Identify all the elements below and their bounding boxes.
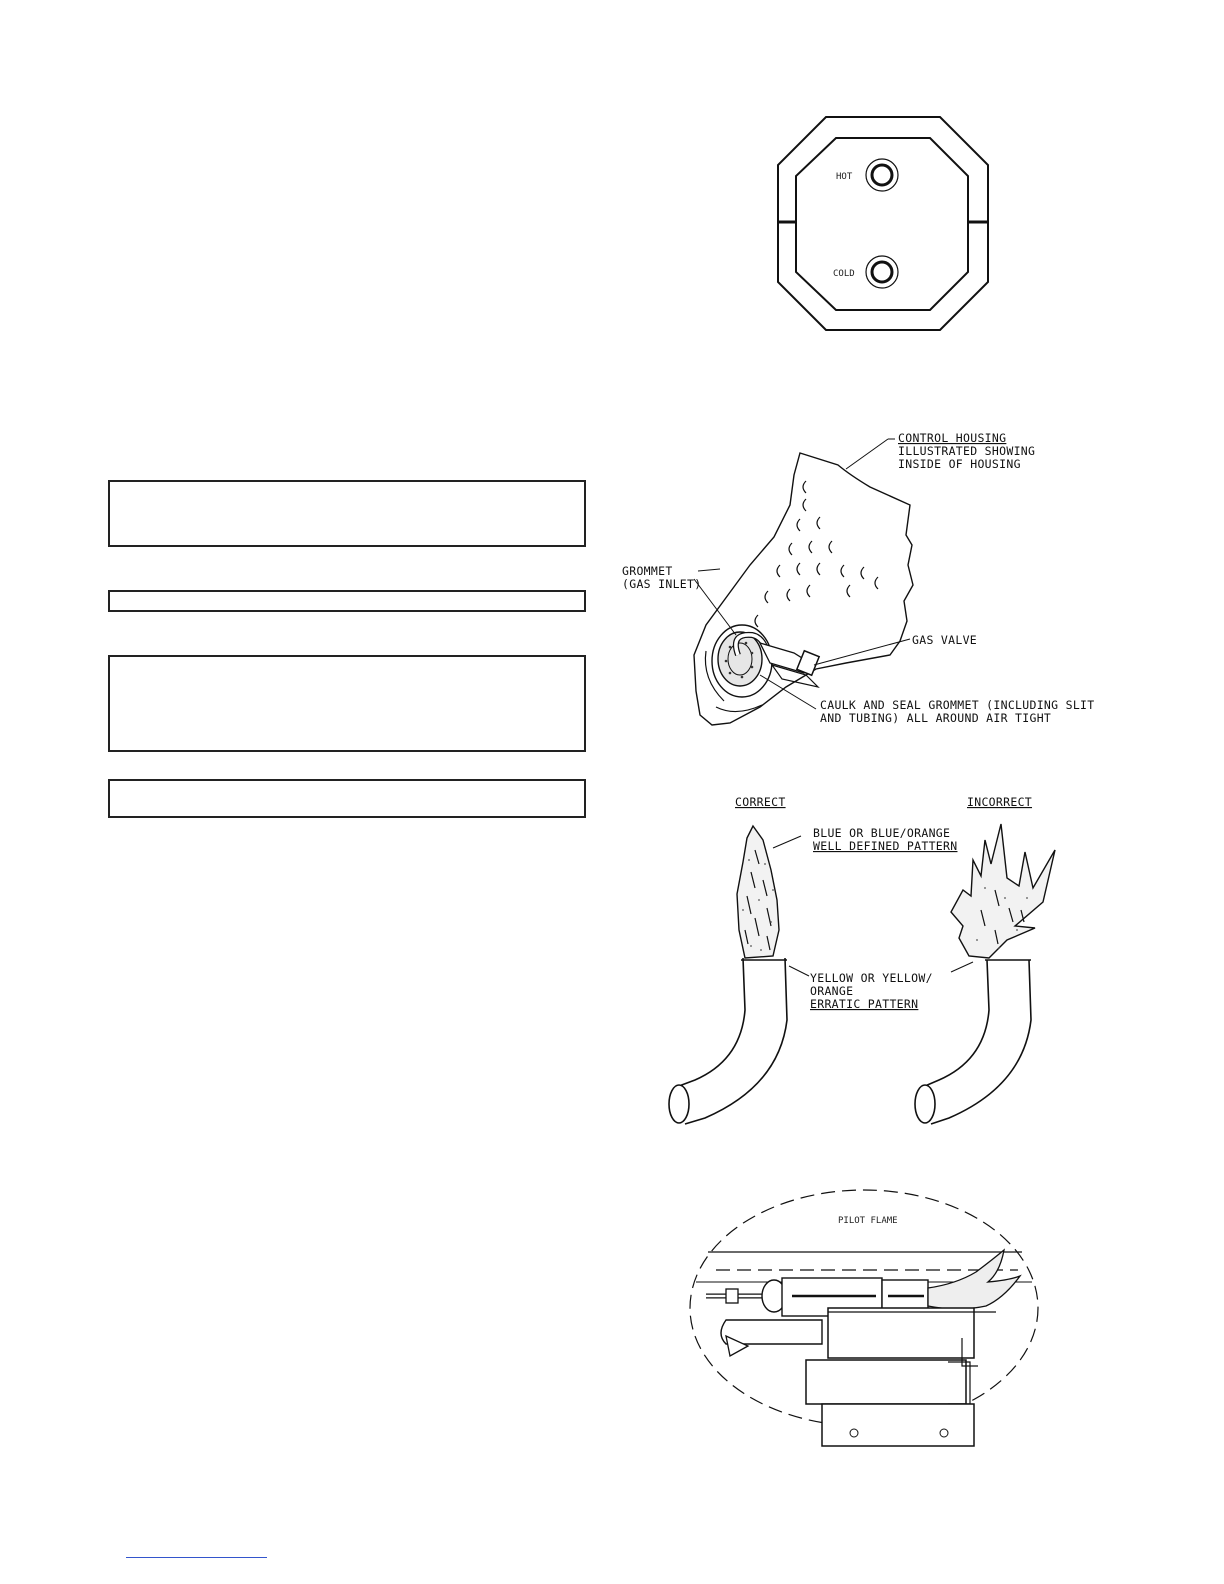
yellow-flame-label-2: ORANGE bbox=[810, 984, 854, 998]
pilot-flame-icon bbox=[928, 1250, 1020, 1309]
gas-valve-label: GAS VALVE bbox=[912, 633, 978, 647]
notice-box-4 bbox=[108, 779, 586, 818]
yellow-flame-label-3: ERRATIC PATTERN bbox=[810, 997, 919, 1011]
footer-underline bbox=[126, 1557, 267, 1558]
notice-box-1 bbox=[108, 480, 586, 547]
incorrect-flame-icon bbox=[951, 824, 1055, 958]
pilot-flame-label: PILOT FLAME bbox=[838, 1216, 898, 1226]
cold-label: COLD bbox=[833, 269, 855, 279]
control-housing-label-3: INSIDE OF HOUSING bbox=[898, 457, 1021, 471]
pilot-flame-diagram bbox=[686, 1188, 1042, 1450]
notice-box-2 bbox=[108, 590, 586, 612]
correct-heading: CORRECT bbox=[735, 795, 786, 809]
correct-flame-icon bbox=[737, 826, 779, 958]
caulk-label-1: CAULK AND SEAL GROMMET (INCLUDING SLIT bbox=[820, 698, 1095, 712]
hot-label: HOT bbox=[836, 172, 853, 182]
blue-flame-label-2: WELL DEFINED PATTERN bbox=[813, 839, 958, 853]
control-housing-label-2: ILLUSTRATED SHOWING bbox=[898, 444, 1036, 458]
blue-flame-label-1: BLUE OR BLUE/ORANGE bbox=[813, 826, 951, 840]
control-housing-label-1: CONTROL HOUSING bbox=[898, 431, 1007, 445]
caulk-label-2: AND TUBING) ALL AROUND AIR TIGHT bbox=[820, 711, 1052, 725]
incorrect-heading: INCORRECT bbox=[967, 795, 1033, 809]
control-housing-diagram bbox=[610, 425, 1110, 735]
water-heater-top-diagram bbox=[770, 112, 1000, 337]
burner-flame-diagram bbox=[655, 790, 1075, 1130]
grommet-label-1: GROMMET bbox=[622, 564, 673, 578]
grommet-label-2: (GAS INLET) bbox=[622, 577, 702, 591]
notice-box-3 bbox=[108, 655, 586, 752]
yellow-flame-label-1: YELLOW OR YELLOW/ bbox=[810, 971, 933, 985]
